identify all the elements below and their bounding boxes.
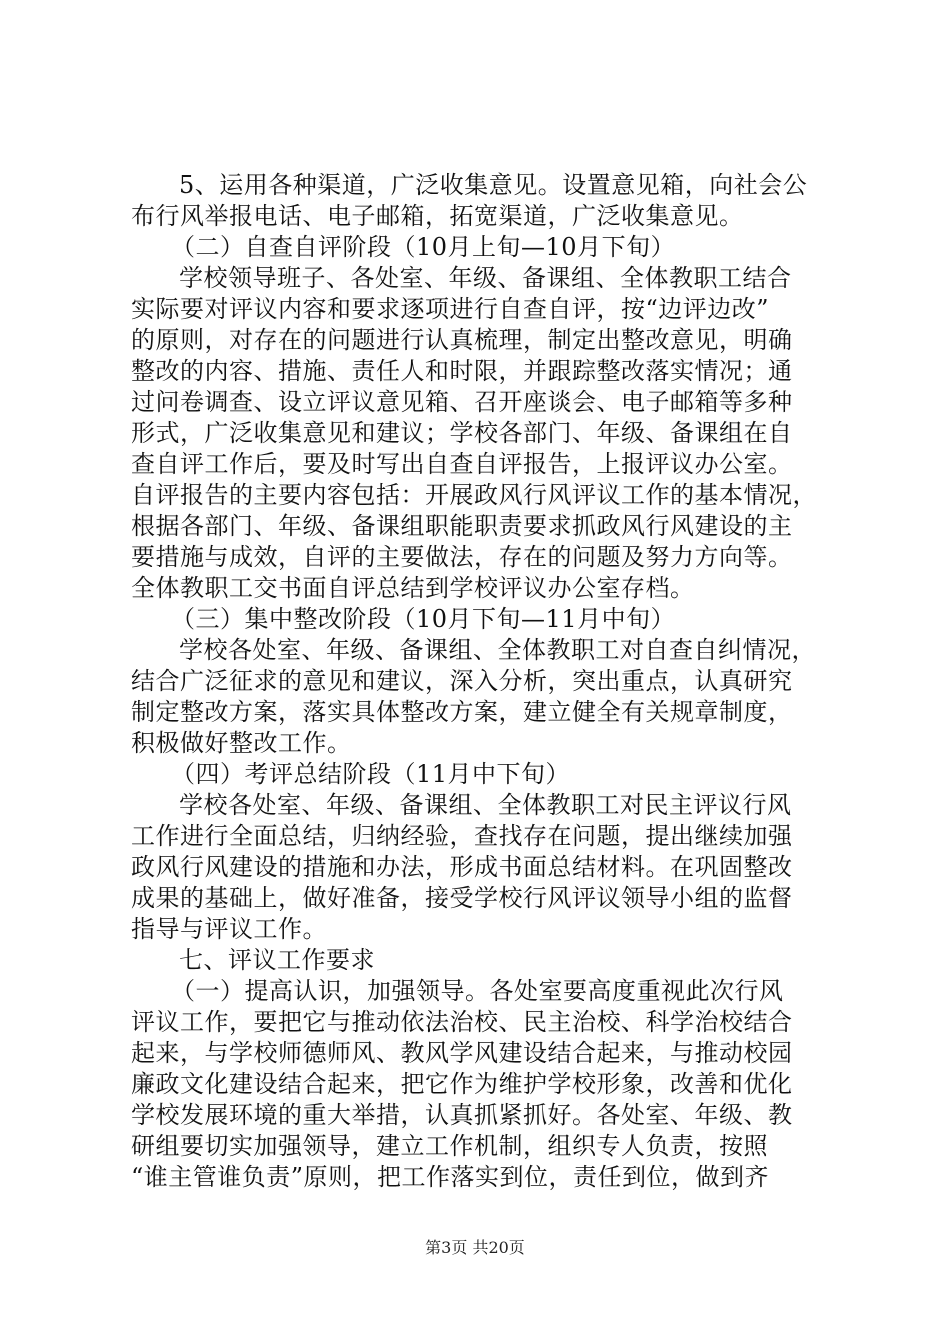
section-heading: （三）集中整改阶段（10月下旬—11月中旬） [171, 605, 676, 633]
text-line: 学校各处室、年级、备课组、全体教职工对民主评议行风 [179, 791, 792, 819]
text-line: 政风行风建设的措施和办法，形成书面总结材料。在巩固整改 [131, 853, 793, 881]
text-line: 过问卷调查、设立评议意见箱、召开座谈会、电子邮箱等多种 [131, 388, 793, 416]
text-line: 积极做好整改工作。 [131, 729, 352, 757]
text-line: 制定整改方案，落实具体整改方案，建立健全有关规章制度， [131, 698, 793, 726]
document-body [131, 170, 831, 1193]
text-line: 自评报告的主要内容包括：开展政风行风评议工作的基本情况， [131, 481, 817, 509]
text-line: 5、运用各种渠道，广泛收集意见。设置意见箱，向社会公 [179, 171, 808, 199]
text-line: 成果的基础上，做好准备，接受学校行风评议领导小组的监督 [131, 884, 793, 912]
text-line: 整改的内容、措施、责任人和时限，并跟踪整改落实情况；通 [131, 357, 793, 385]
section-heading: （二）自查自评阶段（10月上旬—10月下旬） [171, 233, 676, 261]
text-line: 研组要切实加强领导，建立工作机制，组织专人负责，按照 [131, 1132, 768, 1160]
section-heading: （四）考评总结阶段（11月中下旬） [171, 760, 571, 788]
text-line: 起来，与学校师德师风、教风学风建设结合起来，与推动校园 [131, 1039, 793, 1067]
text-line: 学校各处室、年级、备课组、全体教职工对自查自纠情况， [179, 636, 816, 664]
text-line: 结合广泛征求的意见和建议，深入分析，突出重点，认真研究 [131, 667, 793, 695]
text-line: “谁主管谁负责”原则，把工作落实到位，责任到位，做到齐 [131, 1163, 770, 1191]
text-line: 实际要对评议内容和要求逐项进行自查自评，按“边评边改” [131, 295, 770, 323]
text-line: 廉政文化建设结合起来，把它作为维护学校形象，改善和优化 [131, 1070, 793, 1098]
text-line: 形式，广泛收集意见和建议；学校各部门、年级、备课组在自 [131, 419, 793, 447]
text-line: 的原则，对存在的问题进行认真梳理，制定出整改意见，明确 [131, 326, 793, 354]
text-line: 根据各部门、年级、备课组职能职责要求抓政风行风建设的主 [131, 512, 793, 540]
section-heading: 七、评议工作要求 [179, 946, 375, 974]
text-line: 学校发展环境的重大举措，认真抓紧抓好。各处室、年级、教 [131, 1101, 793, 1129]
page-number: 第3页 共20页 [425, 1238, 525, 1257]
text-line: 指导与评议工作。 [131, 915, 327, 943]
text-line: 要措施与成效，自评的主要做法，存在的问题及努力方向等。 [131, 543, 793, 571]
text-line: 评议工作，要把它与推动依法治校、民主治校、科学治校结合 [131, 1008, 793, 1036]
text-line: 工作进行全面总结，归纳经验，查找存在问题，提出继续加强 [131, 822, 793, 850]
text-line: （一）提高认识，加强领导。各处室要高度重视此次行风 [171, 977, 784, 1005]
text-line: 学校领导班子、各处室、年级、备课组、全体教职工结合 [179, 264, 792, 292]
text-line: 查自评工作后，要及时写出自查自评报告，上报评议办公室。 [131, 450, 793, 478]
text-line: 全体教职工交书面自评总结到学校评议办公室存档。 [131, 574, 695, 602]
text-line: 布行风举报电话、电子邮箱，拓宽渠道，广泛收集意见。 [131, 202, 744, 230]
